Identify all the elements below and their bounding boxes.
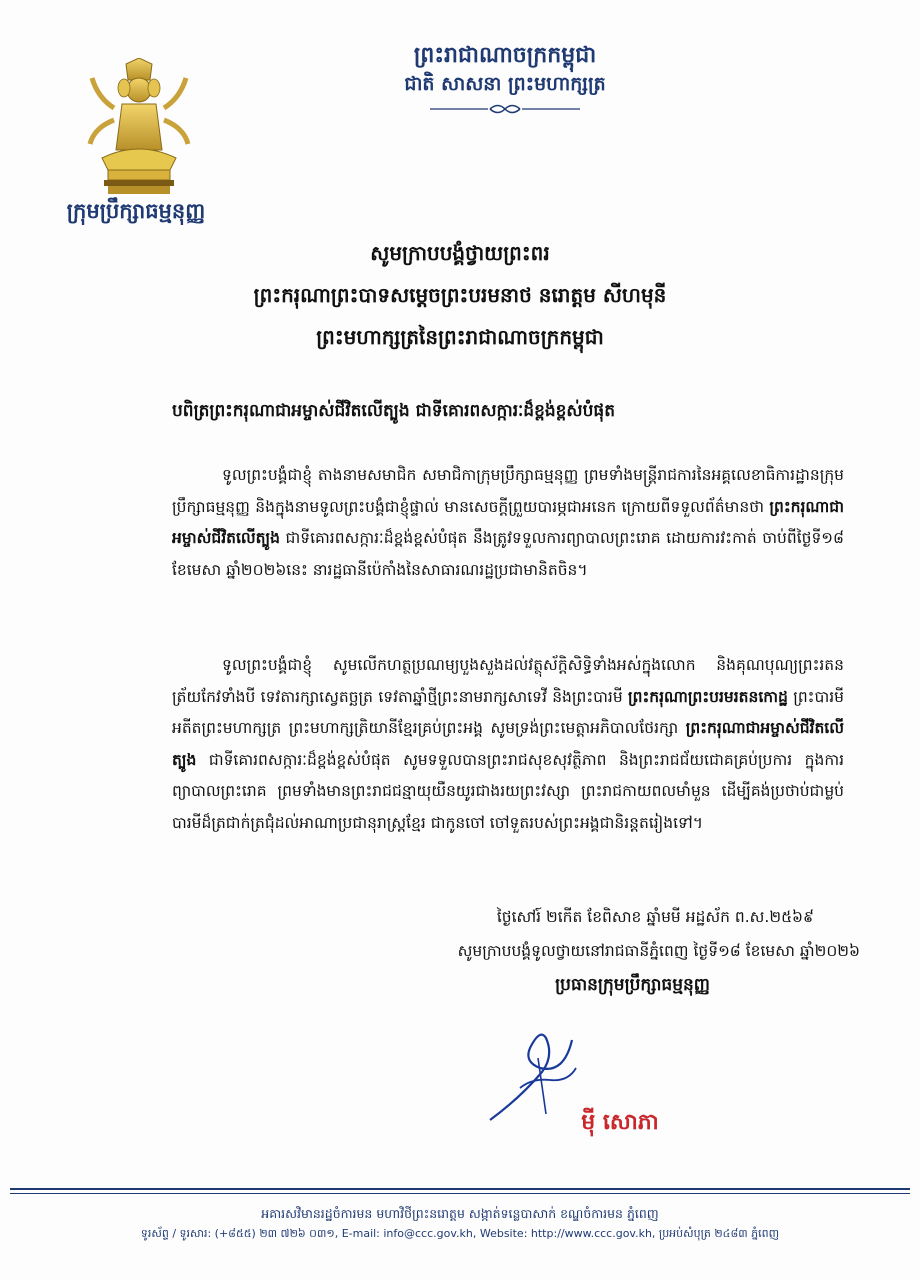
kingdom-header	[360, 40, 650, 120]
solar-date: សូមក្រាបបង្គំទូលថ្វាយនៅរាជធានីភ្នំពេញ ថ្ងៃទី១៨ ខែមេសា ឆ្នាំ២០២៦	[457, 942, 860, 960]
brahma-emblem-icon	[84, 58, 194, 198]
lunar-date: ថ្ងៃសៅរ៍ ២កើត ខែពិសាខ ឆ្នាំមមី អដ្ឋស័ក ព.ស.២៥៦៩	[496, 908, 814, 926]
organization-name: ក្រុមប្រឹក្សាធម្មនុញ្ញ	[66, 199, 206, 223]
body-paragraph-1	[172, 460, 844, 586]
footer-divider	[10, 1188, 910, 1190]
salutation: បពិត្រព្រះករុណាជាអម្ចាស់ជីវិតលើត្បូង ជាទីគោរពសក្ការៈដ៏ខ្ពង់ខ្ពស់បំផុត	[172, 401, 615, 421]
signer-title: ប្រធានក្រុមប្រឹក្សាធម្មនុញ្ញ	[555, 975, 710, 995]
p2-text-e: ជាទីគោរពសក្ការៈដ៏ខ្ពង់ខ្ពស់បំផុត សូមទទួលបានព្រះរាជសុខសុវត្ថិភាព និងព្រះរាជជ័យជោគគ្រប់ប្រការ ក្នុងការព្យាបាលព្រះរោគ ព្រមទាំងមានព្រះរាជជន្មាយុយឺនយូរជាងរយព្រះវស្សា ព្រះរាជកាយពលមាំមួន ដើម្បីគង់ប្រថាប់ជាម្លប់បារមីដ៏ត្រជាក់ត្រជុំដល់អាណាប្រជានុរាស្ត្រខ្មែរ ជាកូនចៅ ចៅទួតរបស់ព្រះអង្គជានិរន្តតរៀងទៅ។	[172, 750, 844, 832]
p1-text-a: ទូលព្រះបង្គំជាខ្ញុំ តាងនាមសមាជិក សមាជិកាក្រុមប្រឹក្សាធម្មនុញ្ញ ព្រមទាំងមន្ត្រីរាជការនៃអគ្គលេខាធិការដ្ឋានក្រុមប្រឹក្សាធម្មនុញ្ញ និងក្នុងនាមទូលព្រះបង្គំជាខ្ញុំផ្ទាល់ មានសេចក្តីព្រួយបារម្ភជាអនេក ក្រោយពីទទួលព័ត៌មានថា	[172, 466, 844, 516]
p1-text-c: ជាទីគោរពសក្ការៈដ៏ខ្ពង់ខ្ពស់បំផុត នឹងត្រូវទទួលការព្យាបាលព្រះរោគ ដោយការវះកាត់ ចាប់ពីថ្ងៃទី១៨ ខែមេសា ឆ្នាំ២០២៦នេះ នារដ្ឋធានីប៉េកាំងនៃសាធារណរដ្ឋប្រជាមានិតចិន។	[172, 529, 844, 579]
p2-late-king-title: ព្រះករុណាព្រះបរមរតនកោដ្ឋ	[628, 687, 788, 706]
body-paragraph-2	[172, 650, 844, 839]
national-motto: ជាតិ សាសនា ព្រះមហាក្សត្រ	[404, 73, 606, 95]
footer-contacts: ទូរស័ព្ទ / ទូរសារ: (+៨៥៥) ២៣ ៧២៦ ០៣១, E-mail: info@ccc.gov.kh, Website: http://www.ccc.gov.kh, ប្រអប់សំបុត្រ ២៤៨៣ ភ្នំពេញ	[140, 1227, 780, 1240]
footer-address: អគារសវិមានរដ្ឋចំការមន មហាវិថីព្រះនរោត្តម សង្កាត់ទន្លេបាសាក់ ខណ្ឌចំការមន ភ្នំពេញ	[261, 1206, 659, 1221]
addressee-king-title: ព្រះករុណាព្រះបាទសម្តេចព្រះបរមនាថ នរោត្តម សីហមុនី	[253, 283, 667, 307]
divider-ornament-icon	[360, 102, 650, 116]
kingdom-name: ព្រះរាជាណាចក្រកម្ពុជា	[413, 42, 597, 68]
p2-king-title: ព្រះករុណាជាអម្ចាស់ជីវិតលើត្បូង	[172, 719, 844, 769]
addressee-block	[40, 232, 880, 358]
p2-text-c: ព្រះបារមីអតីតព្រះមហាក្សត្រ ព្រះមហាក្សត្រិយានីខ្មែរគ្រប់ព្រះអង្គ សូមទ្រង់ព្រះមេត្តាអភិបាលថែរក្សា	[172, 687, 845, 737]
closing-block	[260, 900, 860, 1002]
p1-king-title: ព្រះករុណាជាអម្ចាស់ជីវិតលើត្បូង	[172, 497, 844, 547]
addressee-greeting: សូមក្រាបបង្គំថ្វាយព្រះពរ	[370, 241, 550, 265]
footer-divider-thin	[10, 1193, 910, 1194]
p2-text-a: ទូលព្រះបង្គំជាខ្ញុំ សូមលើកហត្ថប្រណម្យបួងសួងដល់វត្ថុស័ក្តិសិទ្ធិទាំងអស់ក្នុងលោក និងគុណបុណ្យព្រះរតនត្រ័យកែវទាំងបី ទេវតារក្សាស្វេតច្ឆត្រ ទេវតាឆ្នាំថ្មីព្រះនាមរាក្សសាទេវី និងព្រះបារមី	[172, 656, 844, 706]
footer	[30, 1204, 890, 1244]
addressee-kingdom: ព្រះមហាក្សត្រនៃព្រះរាជាណាចក្រកម្ពុជា	[316, 325, 604, 349]
signer-name: ម៉ី សោភា	[581, 1110, 659, 1135]
